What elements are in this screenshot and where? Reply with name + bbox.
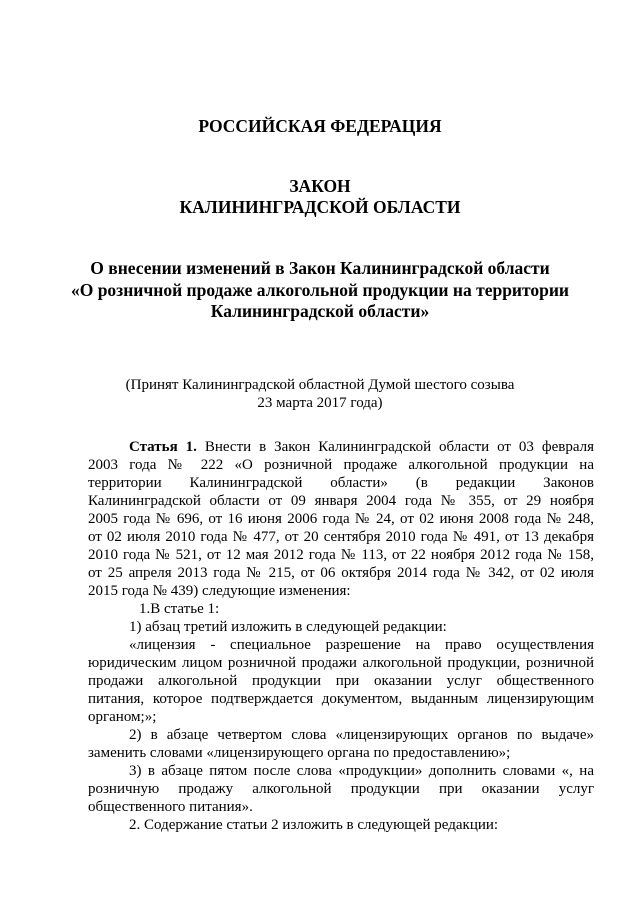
article-1-line-0	[88, 438, 594, 456]
article-1-paragraph	[88, 438, 594, 600]
quote-line-1: юридическим лицом розничной продажи алкогольной продукции, розничной	[88, 655, 594, 671]
article-1-line-2: территории Калининградской области» (в редакции Законов	[88, 475, 594, 491]
article-1-line-3: Калининградской области от 09 января 2004 года № 355, от 29 ноября	[88, 493, 594, 509]
document-subject-line-2: «О розничной продаже алкогольной продукции на территории	[70, 280, 570, 300]
quote-line-0: «лицензия - специальное разрешение на право осуществления	[129, 637, 594, 653]
document-law-heading: ЗАКОН	[289, 176, 351, 196]
license-definition-quote	[88, 636, 594, 726]
article-1-label: Статья 1.	[129, 439, 197, 455]
adoption-note-line-2: 23 марта 2017 года)	[257, 395, 383, 411]
quote-line-4: органом;»;	[88, 709, 157, 725]
item-1-3-line-1: розничную продажу алкогольной продукции при оказании услуг	[88, 781, 594, 797]
article-1-line-7: от 25 апреля 2013 года № 215, от 06 октября 2014 года № 342, от 02 июля	[88, 565, 594, 581]
item-1-2	[88, 726, 594, 762]
item-2-heading: 2. Содержание статьи 2 изложить в следующей редакции:	[129, 817, 499, 833]
item-1-3-line-0: 3) в абзаце пятом после слова «продукции» дополнить словами «, на	[129, 763, 594, 779]
item-1-1: 1) абзац третий изложить в следующей редакции:	[129, 619, 447, 635]
article-1-line-1: 2003 года № 222 «О розничной продаже алкогольной продукции на	[88, 457, 594, 473]
adoption-note-line-1: (Принят Калининградской областной Думой шестого созыва	[125, 377, 515, 393]
quote-line-2: продажи алкогольной продукции при оказании услуг общественного	[88, 673, 594, 689]
article-1-line-4: 2005 года № 696, от 16 июня 2006 года № 24, от 02 июня 2008 года № 248,	[88, 511, 594, 527]
item-1-2-line-0: 2) в абзаце четвертом слова «лицензирующих органов по выдаче»	[129, 727, 594, 743]
item-1-2-line-1: заменить словами «лицензирующего органа по предоставлению»;	[88, 745, 511, 761]
article-1-line-6: 2010 года № 521, от 12 мая 2012 года № 113, от 22 ноября 2012 года № 158,	[88, 547, 594, 563]
article-1-line-5: от 02 июля 2010 года № 477, от 20 сентября 2010 года № 491, от 13 декабря	[88, 529, 594, 545]
quote-line-3: питания, которое подтверждается документом, выданным лицензирующим	[88, 691, 594, 707]
document-region-heading: КАЛИНИНГРАДСКОЙ ОБЛАСТИ	[179, 197, 461, 217]
item-1-3	[88, 762, 594, 816]
document-federation-heading: РОССИЙСКАЯ ФЕДЕРАЦИЯ	[198, 116, 442, 136]
article-1-line-8: 2015 года № 439) следующие изменения:	[88, 583, 351, 599]
document-body	[88, 438, 594, 834]
document-subject-line-3: Калининградской области»	[210, 301, 430, 321]
item-1-heading: 1.В статье 1:	[139, 601, 220, 617]
article-1-line-0-text: Внести в Закон Калининградской области от 03 февраля	[196, 439, 594, 455]
document-subject-line-1: О внесении изменений в Закон Калининградской области	[90, 258, 550, 278]
item-1-3-line-2: общественного питания».	[88, 799, 253, 815]
